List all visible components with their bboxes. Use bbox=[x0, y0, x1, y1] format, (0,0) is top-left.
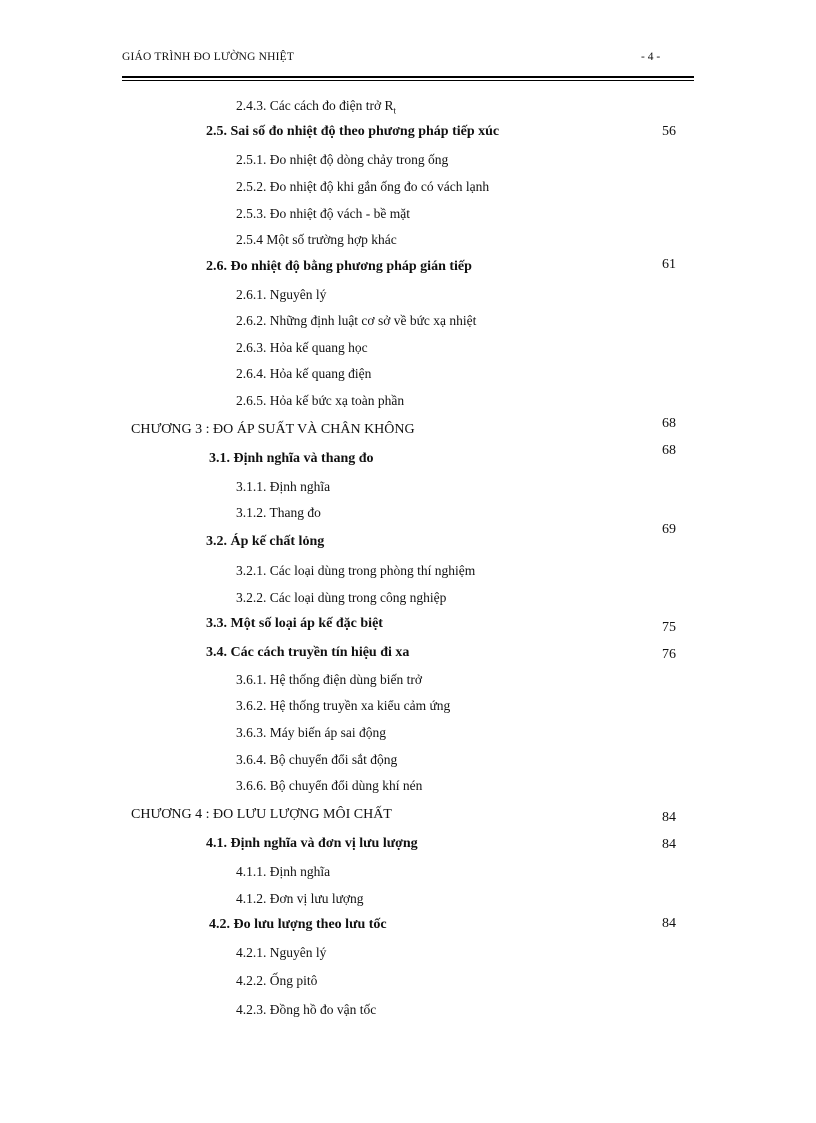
header-title: GIÁO TRÌNH ĐO LƯỜNG NHIỆT bbox=[122, 51, 295, 63]
toc-entry-subsection: 2.5.3. Đo nhiệt độ vách - bề mặt bbox=[236, 206, 410, 221]
toc-entry-section: 3.2. Áp kế chất lỏng bbox=[206, 534, 325, 549]
toc-entry-subsection: 3.6.1. Hệ thống điện dùng biến trở bbox=[236, 672, 422, 687]
toc-entry-chapter: CHƯƠNG 4 : ĐO LƯU LƯỢNG MÔI CHẤT bbox=[131, 807, 392, 822]
toc-entry-subsection: 4.2.3. Đồng hồ đo vận tốc bbox=[236, 1002, 377, 1017]
toc-page-number: 75 bbox=[662, 620, 676, 635]
toc-page-number: 69 bbox=[662, 522, 676, 537]
toc-entry-subsection: 2.5.4 Một số trường hợp khác bbox=[236, 232, 397, 247]
toc-entry-section: 3.4. Các cách truyền tín hiệu đi xa bbox=[206, 645, 410, 660]
toc-entry-subsection: 4.1.2. Đơn vị lưu lượng bbox=[236, 891, 364, 906]
header-page-number: - 4 - bbox=[641, 51, 661, 63]
toc-entry-subsection: 3.1.2. Thang đo bbox=[236, 505, 321, 520]
toc-entry-section: 3.3. Một số loại áp kế đặc biệt bbox=[206, 616, 383, 631]
toc-entry-section: 4.1. Định nghĩa và đơn vị lưu lượng bbox=[206, 836, 418, 851]
toc-entry-subsection: 4.2.1. Nguyên lý bbox=[236, 945, 327, 960]
toc-entry-subsection: 2.6.5. Hỏa kế bức xạ toàn phần bbox=[236, 393, 405, 408]
toc-entry-subsection: 2.4.3. Các cách đo điện trở $R_t$ bbox=[236, 98, 396, 116]
toc-page-number: 84 bbox=[662, 837, 676, 852]
toc-entry-subsection: 3.2.2. Các loại dùng trong công nghiệp bbox=[236, 590, 447, 605]
header-divider-thin bbox=[122, 80, 694, 81]
toc-entry-subsection: 3.1.1. Định nghĩa bbox=[236, 479, 331, 494]
toc-entry-subsection: 3.6.3. Máy biến áp sai động bbox=[236, 725, 386, 740]
toc-entry-subsection: 3.6.2. Hệ thống truyền xa kiểu cảm ứng bbox=[236, 698, 451, 713]
toc-entry-subsection: 2.5.2. Đo nhiệt độ khi gắn ống đo có vách lạnh bbox=[236, 179, 490, 194]
toc-page-number: 68 bbox=[662, 443, 676, 458]
toc-page-number: 76 bbox=[662, 647, 676, 662]
toc-entry-section: 4.2. Đo lưu lượng theo lưu tốc bbox=[209, 917, 387, 932]
toc-entry-section: 2.5. Sai số đo nhiệt độ theo phương pháp tiếp xúc bbox=[206, 124, 500, 139]
toc-entry-subsection: 3.6.6. Bộ chuyển đổi dùng khí nén bbox=[236, 778, 423, 793]
toc-entry-subsection: 2.6.1. Nguyên lý bbox=[236, 287, 327, 302]
toc-entry-section: 2.6. Đo nhiệt độ bằng phương pháp gián tiếp bbox=[206, 259, 472, 274]
toc-page-number: 56 bbox=[662, 124, 676, 139]
toc-entry-subsection: 3.6.4. Bộ chuyển đổi sắt động bbox=[236, 752, 398, 767]
toc-entry-subsection: 4.1.1. Định nghĩa bbox=[236, 864, 331, 879]
toc-entry-section: 3.1. Định nghĩa và thang đo bbox=[209, 451, 374, 466]
toc-page-number: 84 bbox=[662, 916, 676, 931]
toc-page-number: 68 bbox=[662, 416, 676, 431]
toc-page-number: 84 bbox=[662, 810, 676, 825]
toc-entry-subsection: 4.2.2. Ống pitô bbox=[236, 973, 318, 988]
toc-entry-subsection: 2.6.2. Những định luật cơ sở về bức xạ nhiệt bbox=[236, 313, 477, 328]
toc-entry-chapter: CHƯƠNG 3 : ĐO ÁP SUẤT VÀ CHÂN KHÔNG bbox=[131, 422, 415, 437]
toc-page-number: 61 bbox=[662, 257, 676, 272]
toc-entry-subsection: 2.6.4. Hỏa kế quang điện bbox=[236, 366, 372, 381]
header-divider bbox=[122, 76, 694, 78]
toc-entry-subsection: 2.6.3. Hỏa kế quang học bbox=[236, 340, 368, 355]
toc-entry-subsection: 3.2.1. Các loại dùng trong phòng thí nghiệm bbox=[236, 563, 476, 578]
toc-entry-subsection: 2.5.1. Đo nhiệt độ dòng chảy trong ống bbox=[236, 152, 449, 167]
